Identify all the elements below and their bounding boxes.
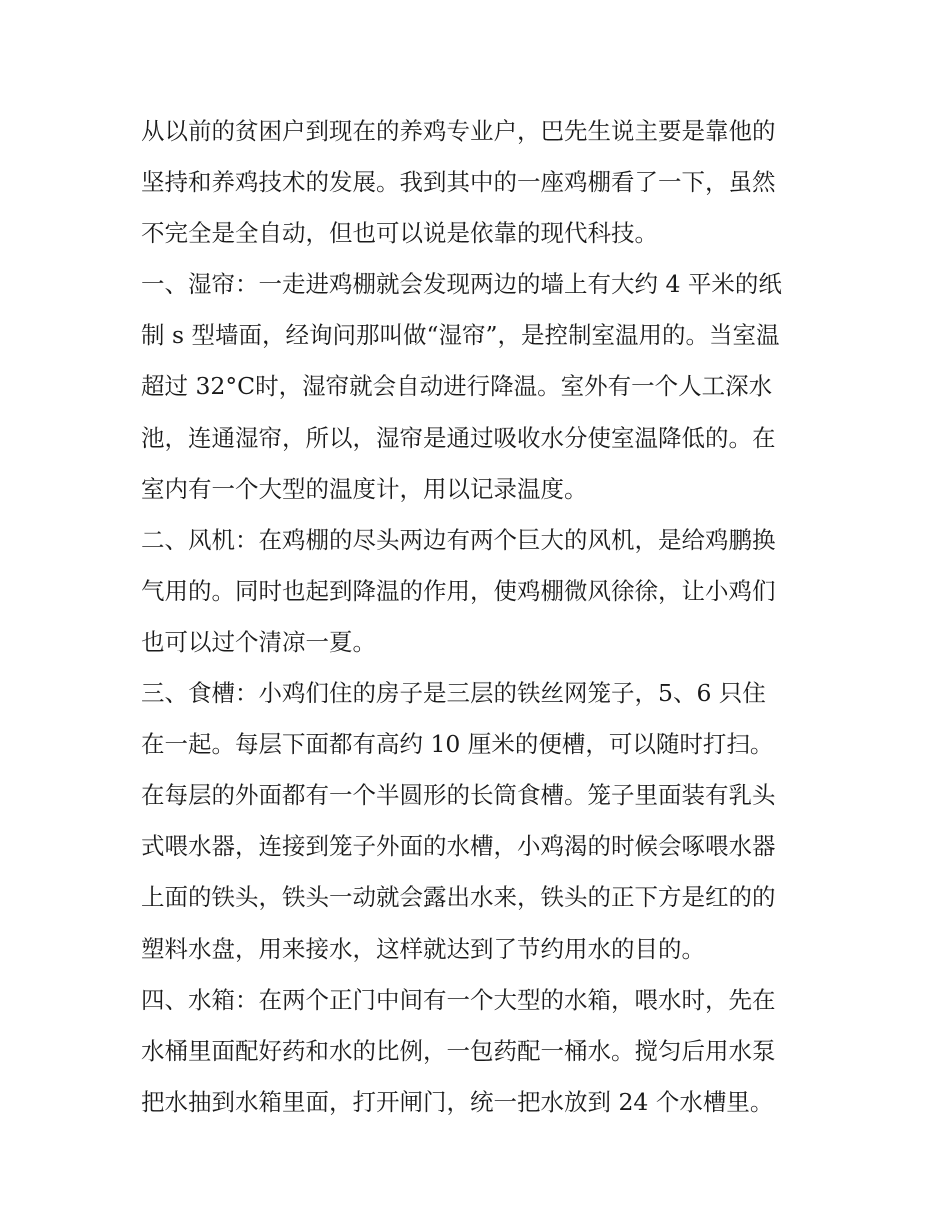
text-line: 气用的。同时也起到降温的作用，使鸡棚微风徐徐，让小鸡们	[141, 576, 776, 605]
text-line: 式喂水器，连接到笼子外面的水槽，小鸡渴的时候会啄喂水器	[141, 832, 776, 861]
text-line: 制 s 型墙面，经询问那叫做“湿帘”，是控制室温用的。当室温	[141, 321, 780, 350]
text-line: 池，连通湿帘，所以，湿帘是通过吸收水分使室温降低的。在	[141, 423, 776, 452]
text-line: 在每层的外面都有一个半圆形的长筒食槽。笼子里面装有乳头	[141, 781, 776, 810]
text-line: 把水抽到水箱里面，打开闸门，统一把水放到 24 个水槽里。	[141, 1087, 774, 1116]
text-line: 一、湿帘：一走进鸡棚就会发现两边的墙上有大约 4 平米的纸	[141, 270, 782, 299]
text-line: 超过 32°C时，湿帘就会自动进行降温。室外有一个人工深水	[141, 372, 773, 401]
text-line: 二、风机：在鸡棚的尽头两边有两个巨大的风机，是给鸡鹏换	[141, 525, 776, 554]
document-body	[141, 106, 816, 1128]
text-line: 从以前的贫困户到现在的养鸡专业户，巴先生说主要是靠他的	[141, 117, 776, 145]
text-line: 在一起。每层下面都有高约 10 厘米的便槽，可以随时打扫。	[141, 730, 774, 759]
text-line: 坚持和养鸡技术的发展。我到其中的一座鸡棚看了一下，虽然	[141, 168, 776, 197]
text-line: 水桶里面配好药和水的比例，一包药配一桶水。搅匀后用水泵	[141, 1036, 776, 1065]
text-line: 室内有一个大型的温度计，用以记录温度。	[141, 474, 588, 503]
text-line: 不完全是全自动，但也可以说是依靠的现代科技。	[141, 219, 658, 248]
text-line: 三、食槽：小鸡们住的房子是三层的铁丝网笼子，5、6 只住	[141, 679, 766, 708]
text-line: 上面的铁头，铁头一动就会露出水来，铁头的正下方是红的的	[141, 883, 776, 912]
text-line: 四、水箱：在两个正门中间有一个大型的水箱，喂水时，先在	[141, 985, 776, 1014]
text-line: 塑料水盘，用来接水，这样就达到了节约用水的目的。	[141, 934, 705, 963]
text-line: 也可以过个清凉一夏。	[141, 627, 376, 656]
